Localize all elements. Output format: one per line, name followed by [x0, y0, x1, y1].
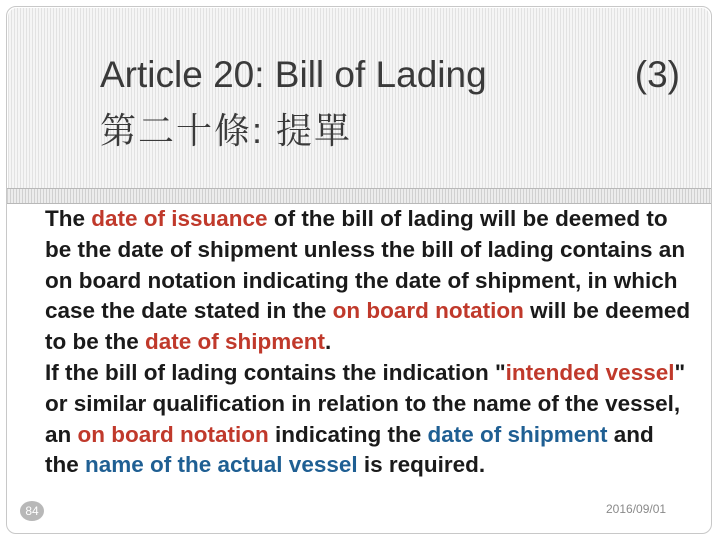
slide-title	[100, 54, 680, 96]
body-text: is required.	[357, 452, 486, 478]
highlighted-term: date of shipment	[145, 329, 326, 355]
highlighted-term: on board notation	[332, 298, 524, 324]
body-text: indicating the	[268, 421, 428, 447]
title-text: Article 20: Bill of Lading	[100, 54, 487, 95]
body-text: and the	[45, 421, 654, 478]
highlighted-term: date of shipment	[427, 421, 608, 447]
body-text: .	[325, 329, 332, 355]
body-text: If the bill of lading contains the indication "	[45, 359, 506, 385]
body-text: will be deemed to be the	[45, 298, 691, 355]
paragraph-issuance-date	[45, 204, 693, 358]
title-band	[8, 8, 710, 188]
slide-number-badge: 84	[20, 501, 44, 521]
slide-date: 2016/09/01	[606, 502, 667, 516]
body-text: The	[45, 206, 92, 231]
body-text: " or similar qualification in relation to the name of the vessel, an	[45, 359, 686, 447]
slide-title-chinese: 第二十條: 提單	[100, 110, 353, 151]
paragraph-intended-vessel	[45, 358, 693, 481]
title-divider	[7, 188, 711, 204]
highlighted-term: intended vessel	[505, 359, 675, 385]
slide-body	[45, 204, 693, 481]
body-text: of the bill of lading will be deemed to be the date of shipment unless the bill of lading contains an on board notation indicating the date of shipment, in which case the date stated in the	[45, 206, 686, 324]
highlighted-term: date of issuance	[91, 206, 268, 231]
highlighted-term: on board notation	[77, 421, 269, 447]
highlighted-term: name of the actual vessel	[85, 452, 358, 478]
title-part-number: (3)	[634, 54, 680, 95]
